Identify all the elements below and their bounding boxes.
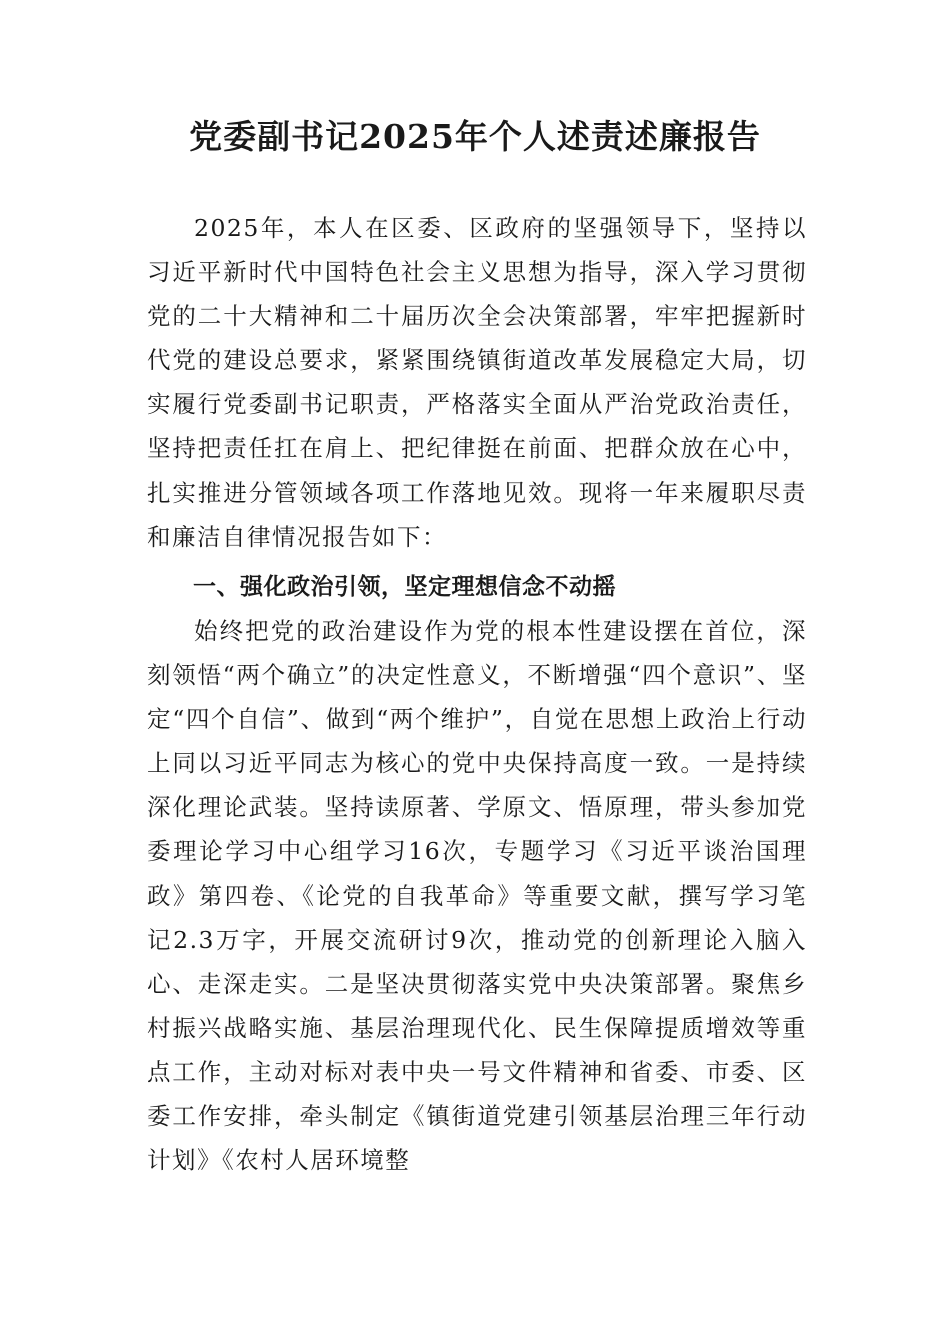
document-title: 党委副书记2025年个人述责述廉报告 xyxy=(189,117,761,156)
section-paragraph: 始终把党的政治建设作为党的根本性建设摆在首位，深刻领悟“两个确立”的决定性意义，不断增强“四个意识”、坚定“四个自信”、做到“两个维护”，自觉在思想上政治上行动上同以习近平同志为核心的党中央保持高度一致。一是持续深化理论武装。坚持读原著、学原文、悟原理，带头参加党委理论学习中心组学习16次，专题学习《习近平谈治国理政》第四卷、《论党的自我革命》等重要文献，撰写学习笔记2.3万字，开展交流研讨9次，推动党的创新理论入脑入心、走深走实。二是坚决贯彻落实党中央决策部署。聚焦乡村振兴战略实施、基层治理现代化、民生保障提质增效等重点工作，主动对标对表中央一号文件精神和省委、市委、区委工作安排，牵头制定《镇街道党建引领基层治理三年行动计划》《农村人居环境整 xyxy=(147,617,807,1175)
section-heading: 一、强化政治引领，坚定理想信念不动摇 xyxy=(193,574,616,600)
intro-paragraph: 2025年，本人在区委、区政府的坚强领导下，坚持以习近平新时代中国特色社会主义思想为指导，深入学习贯彻党的二十大精神和二十届历次全会决策部署，牢牢把握新时代党的建设总要求，紧紧围绕镇街道改革发展稳定大局，切实履行党委副书记职责，严格落实全面从严治党政治责任，坚持把责任扛在肩上、把纪律挺在前面、把群众放在心中，扎实推进分管领域各项工作落地见效。现将一年来履职尽责和廉洁自律情况报告如下： xyxy=(147,214,807,551)
